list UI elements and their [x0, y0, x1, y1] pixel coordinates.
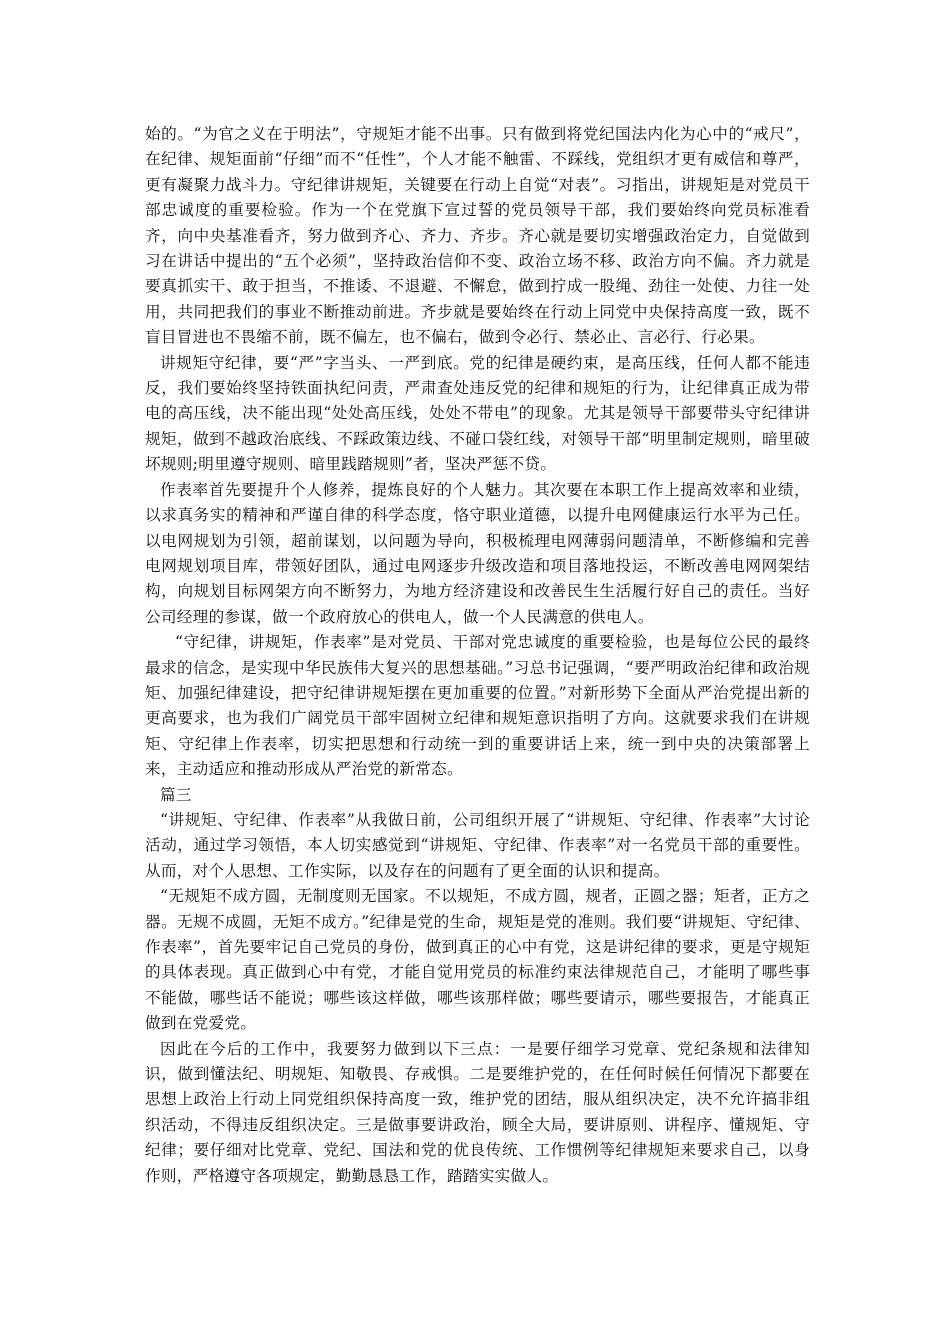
section-heading: 篇三	[160, 785, 192, 804]
paragraph-5: “讲规矩、守纪律、作表率”从我做日前，公司组织开展了“讲规矩、守纪律、作表率”大讨论活动，通过学习领悟，本人切实感觉到“讲规矩、守纪律、作表率”对一名党员干部的重要性。从而，对个人思想、工作实际，以及存在的问题有了更全面的认识和提高。	[145, 810, 810, 880]
paragraph-7: 因此在今后的工作中，我要努力做到以下三点：一是要仔细学习党章、党纪条规和法律知识，做到懂法纪、明规矩、知敬畏、存戒惧。二是要维护党的，在任何时候任何情况下都要在思想上政治上行动上同党组织保持高度一致，维护党的团结，服从组织决定，决不允许搞非组织活动，不得违反组织决定。三是做事要讲政治，顾全大局，要讲原则、讲程序、懂规矩、守纪律；要仔细对比党章、党纪、国法和党的优良传统、工作惯例等纪律规矩来要求自己，以身作则，严格遵守各项规定，勤勤恳恳工作，踏踏实实做人。	[145, 1039, 810, 1185]
paragraph-3: 作表率首先要提升个人修养，提炼良好的个人魅力。其次要在本职工作上提高效率和业绩，以求真务实的精神和严谨自律的科学态度，恪守职业道德，以提升电网健康运行水平为己任。以电网规划为引领，超前谋划，以问题为导向，积极梳理电网薄弱问题清单，不断修编和完善电网规划项目库，带领好团队，通过电网逐步升级改造和项目落地投运，不断改善电网网架结构，向规划目标网架方向不断努力，为地方经济建设和改善民生生活履行好自己的责任。当好公司经理的参谋，做一个政府放心的供电人，做一个人民满意的供电人。	[145, 480, 810, 626]
paragraph-1: 始的。“为官之义在于明法”，守规矩才能不出事。只有做到将党纪国法内化为心中的“戒尺”，在纪律、规矩面前“仔细”而不“任性”，个人才能不触雷、不踩线，党组织才更有威信和尊严，更有凝聚力战斗力。守纪律讲规矩，关键要在行动上自觉“对表”。习指出，讲规矩是对党员干部忠诚度的重要检验。作为一个在党旗下宣过誓的党员领导干部，我们要始终向党员标准看齐，向中央基准看齐，努力做到齐心、齐力、齐步。齐心就是要切实增强政治定力，自觉做到习在讲话中提出的“五个必须”，坚持政治信仰不变、政治立场不移、政治方向不偏。齐力就是要真抓实干、敢于担当，不推诿、不退避、不懈怠，做到拧成一股绳、劲往一处使、力往一处用，共同把我们的事业不断推动前进。齐步就是要始终在行动上同党中央保持高度一致，既不盲目冒进也不畏缩不前，既不偏左，也不偏右，做到令必行、禁必止、言必行、行必果。	[145, 125, 810, 347]
paragraph-2: 讲规矩守纪律，要“严”字当头、一严到底。党的纪律是硬约束，是高压线，任何人都不能违反，我们要始终坚持铁面执纪问责，严肃查处违反党的纪律和规矩的行为，让纪律真正成为带电的高压线，决不能出现“处处高压线，处处不带电”的现象。尤其是领导干部要带头守纪律讲规矩，做到不越政治底线、不踩政策边线、不碰口袋红线，对领导干部“明里制定规则，暗里破坏规则;明里遵守规则、暗里践踏规则”者，坚决严惩不贷。	[145, 353, 810, 474]
paragraph-4: “守纪律，讲规矩，作表率”是对党员、干部对党忠诚度的重要检验，也是每位公民的最终最求的信念，是实现中华民族伟大复兴的思想基础。”习总书记强调，“要严明政治纪律和政治规矩、加强纪律建设，把守纪律讲规矩摆在更加重要的位置。”对新形势下全面从严治党提出新的更高要求，也为我们广阔党员干部牢固树立纪律和规矩意识指明了方向。这就要求我们在讲规矩、守纪律上作表率，切实把思想和行动统一到的重要讲话上来，统一到中央的决策部署上来，主动适应和推动形成从严治党的新常态。	[145, 633, 810, 779]
document-body	[145, 122, 810, 1189]
paragraph-6: “无规矩不成方圆，无制度则无国家。不以规矩，不成方圆，规者，正圆之器；矩者，正方之器。无规不成圆，无矩不成方。”纪律是党的生命，规矩是党的准则。我们要“讲规矩、守纪律、作表率”，首先要牢记自己党员的身份，做到真正的心中有党，这是讲纪律的要求，更是守规矩的具体表现。真正做到心中有党，才能自觉用党员的标准约束法律规范自己，才能明了哪些事不能做，哪些话不能说；哪些该这样做，哪些该那样做；哪些要请示，哪些要报告，才能真正做到在党爱党。	[145, 887, 810, 1033]
